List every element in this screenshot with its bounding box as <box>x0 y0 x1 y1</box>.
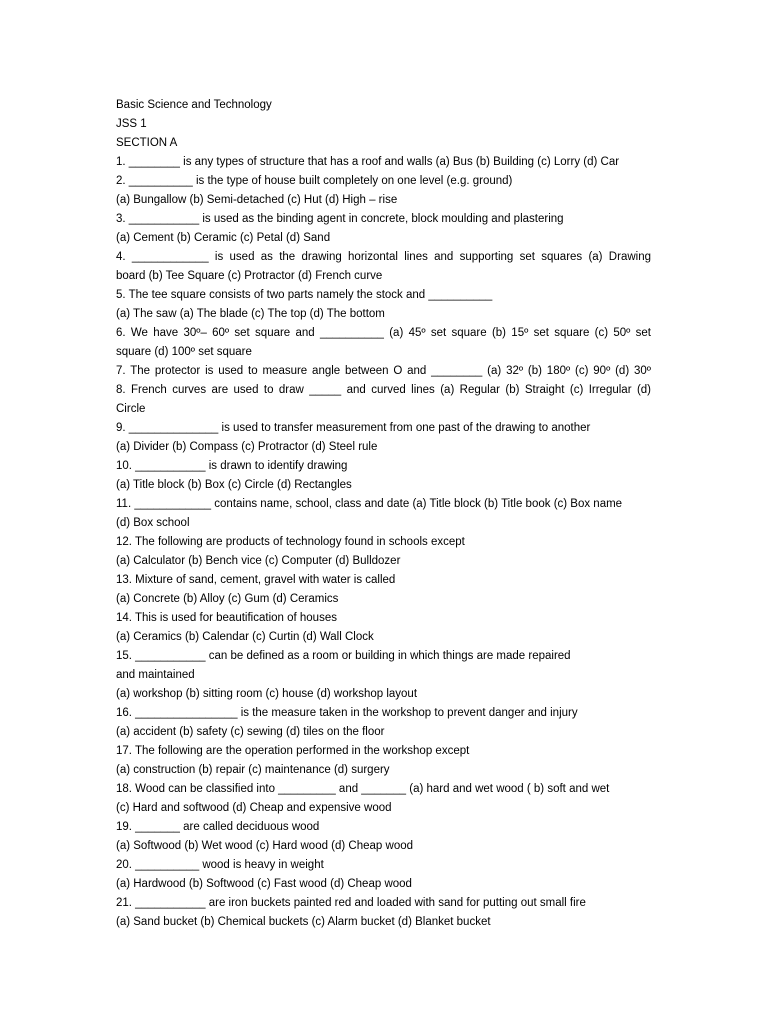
text-line: (a) accident (b) safety (c) sewing (d) tiles on the floor <box>116 726 385 738</box>
text-line: (a) Concrete (b) Alloy (c) Gum (d) Ceramics <box>116 593 339 605</box>
text-line: 8. French curves are used to draw _____ and curved lines (a) Regular (b) Straight (c) Irregular (d) <box>116 384 651 396</box>
text-line: 17. The following are the operation performed in the workshop except <box>116 745 470 757</box>
text-line: 20. __________ wood is heavy in weight <box>116 859 324 871</box>
text-line: 2. __________ is the type of house built completely on one level (e.g. ground) <box>116 175 513 187</box>
text-line: (a) Ceramics (b) Calendar (c) Curtin (d) Wall Clock <box>116 631 374 643</box>
text-line: (c) Hard and softwood (d) Cheap and expensive wood <box>116 802 392 814</box>
text-line: square (d) 100º set square <box>116 346 252 358</box>
text-line: 5. The tee square consists of two parts namely the stock and __________ <box>116 289 493 301</box>
text-line: (a) The saw (a) The blade (c) The top (d) The bottom <box>116 308 385 320</box>
text-line: and maintained <box>116 669 195 681</box>
text-line: (d) Box school <box>116 517 190 529</box>
text-line: 21. ___________ are iron buckets painted red and loaded with sand for putting out small fire <box>116 897 586 909</box>
text-line: 12. The following are products of technology found in schools except <box>116 536 465 548</box>
text-line: (a) Divider (b) Compass (c) Protractor (d) Steel rule <box>116 441 378 453</box>
text-line: (a) Hardwood (b) Softwood (c) Fast wood (d) Cheap wood <box>116 878 412 890</box>
class-label: JSS 1 <box>116 118 147 130</box>
document-body <box>116 96 651 932</box>
text-line: (a) Cement (b) Ceramic (c) Petal (d) Sand <box>116 232 331 244</box>
text-line: (a) Title block (b) Box (c) Circle (d) Rectangles <box>116 479 352 491</box>
text-line: (a) construction (b) repair (c) maintenance (d) surgery <box>116 764 390 776</box>
text-line: Circle <box>116 403 146 415</box>
text-line: 10. ___________ is drawn to identify drawing <box>116 460 348 472</box>
text-line: (a) Bungallow (b) Semi-detached (c) Hut (d) High – rise <box>116 194 398 206</box>
text-line: (a) workshop (b) sitting room (c) house (d) workshop layout <box>116 688 418 700</box>
text-line: 3. ___________ is used as the binding agent in concrete, block moulding and plastering <box>116 213 564 225</box>
text-line: 9. ______________ is used to transfer measurement from one past of the drawing to another <box>116 422 591 434</box>
text-line: (a) Sand bucket (b) Chemical buckets (c) Alarm bucket (d) Blanket bucket <box>116 916 491 928</box>
text-line: 13. Mixture of sand, cement, gravel with water is called <box>116 574 396 586</box>
text-line: (a) Softwood (b) Wet wood (c) Hard wood (d) Cheap wood <box>116 840 414 852</box>
text-line: 14. This is used for beautification of houses <box>116 612 337 624</box>
text-line: board (b) Tee Square (c) Protractor (d) French curve <box>116 270 383 282</box>
text-line: 7. The protector is used to measure angle between O and ________ (a) 32º (b) 180º (c) 90º (d) 30º <box>116 365 651 377</box>
text-line: 4. ____________ is used as the drawing horizontal lines and supporting set squares (a) Drawing <box>116 251 651 263</box>
document-page <box>116 96 651 932</box>
text-line: 1. ________ is any types of structure that has a roof and walls (a) Bus (b) Building (c) Lorry (d) Car <box>116 156 620 168</box>
text-line: 15. ___________ can be defined as a room or building in which things are made repaired <box>116 650 571 662</box>
text-line: 11. ____________ contains name, school, class and date (a) Title block (b) Title book (c) Box name <box>116 498 623 510</box>
document-title: Basic Science and Technology <box>116 99 272 111</box>
text-line: 16. ________________ is the measure taken in the workshop to prevent danger and injury <box>116 707 578 719</box>
text-line: (a) Calculator (b) Bench vice (c) Computer (d) Bulldozer <box>116 555 401 567</box>
text-line: 6. We have 30º– 60º set square and __________ (a) 45º set square (b) 15º set square (c) 50º set <box>116 327 651 339</box>
text-line: 19. _______ are called deciduous wood <box>116 821 320 833</box>
section-heading: SECTION A <box>116 137 178 149</box>
text-line: 18. Wood can be classified into _________ and _______ (a) hard and wet wood ( b) soft and wet <box>116 783 610 795</box>
